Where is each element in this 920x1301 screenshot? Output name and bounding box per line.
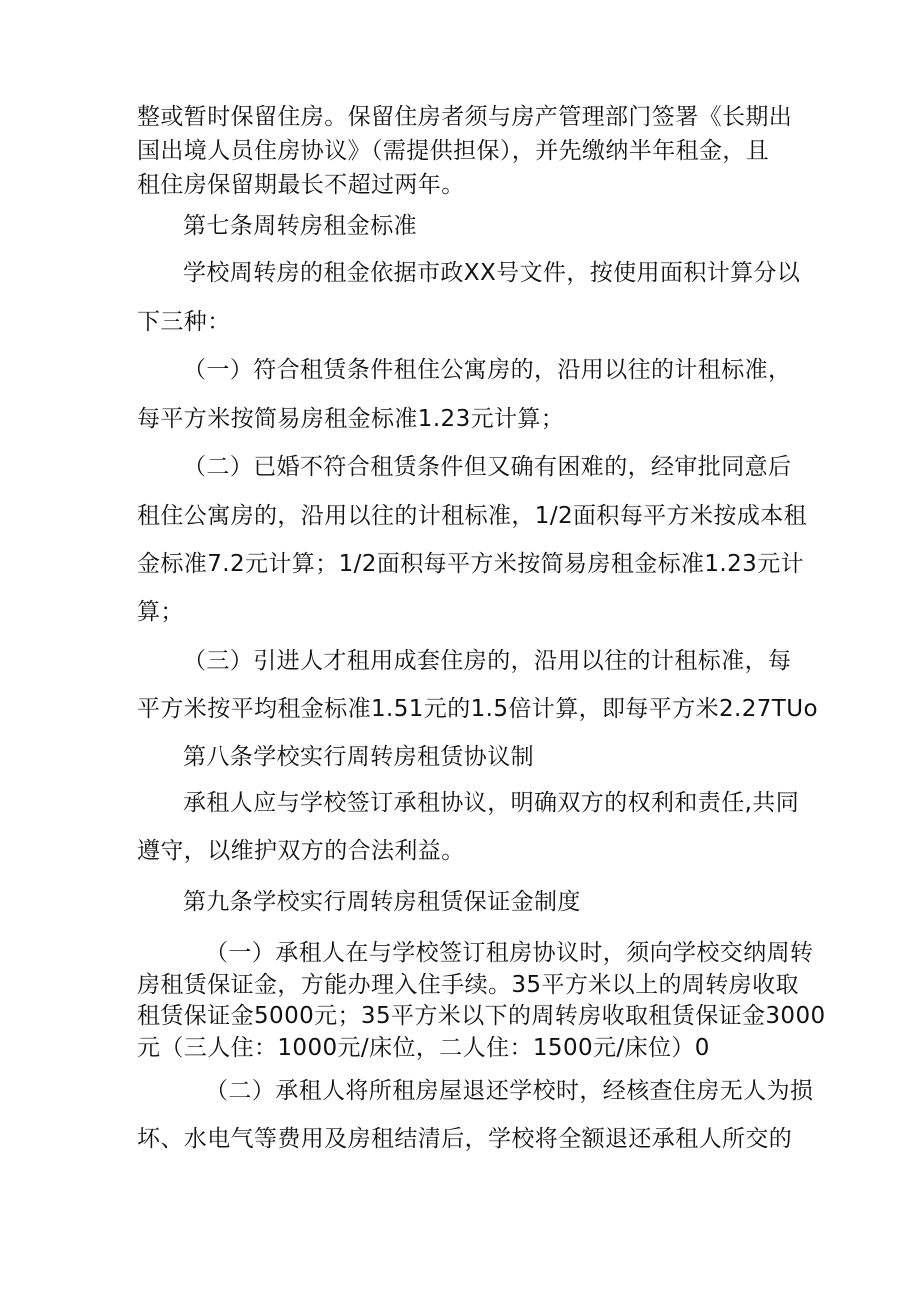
text-line: 整或暂时保留住房。保留住房者须与房产管理部门签署《长期出 <box>137 104 793 130</box>
text-line: 每平方米按简易房租金标准1.23元计算； <box>137 406 565 432</box>
text-line: 遵守，以维护双方的合法利益。 <box>137 838 465 864</box>
text-line: 下三种： <box>137 309 231 335</box>
text-line: （二）承租人将所租房屋退还学校时，经核查住房无人为损 <box>205 1078 814 1104</box>
section-heading: 第八条学校实行周转房租赁协议制 <box>183 744 534 770</box>
text-line: 坏、水电气等费用及房租结清后，学校将全额退还承租人所交的 <box>137 1126 793 1152</box>
text-line: 承租人应与学校签订承租协议，明确双方的权利和责任,共同 <box>183 790 800 816</box>
text-line: 学校周转房的租金依据市政XX号文件，按使用面积计算分以 <box>183 260 801 286</box>
section-heading: 第七条周转房租金标准 <box>183 213 417 239</box>
text-line: 房租赁保证金，方能办理入住手续。35平方米以上的周转房收取 <box>137 972 799 998</box>
text-line: 国出境人员住房协议》（需提供担保），并先缴纳半年租金，且 <box>137 138 770 164</box>
section-heading: 第九条学校实行周转房租赁保证金制度 <box>183 889 581 915</box>
text-line: 平方米按平均租金标准1.51元的1.5倍计算，即每平方米2.27TUo <box>137 696 818 722</box>
text-line: 元（三人住：1000元/床位，二人住：1500元/床位）0 <box>137 1035 710 1061</box>
text-line: （三）引进人才租用成套住房的，沿用以往的计租标准，每 <box>183 648 792 674</box>
text-line: 租赁保证金5000元；35平方米以下的周转房收取租赁保证金3000 <box>137 1003 826 1029</box>
text-line: 租住公寓房的，沿用以往的计租标准，1/2面积每平方米按成本租 <box>137 503 808 529</box>
text-line: 金标准7.2元计算；1/2面积每平方米按简易房租金标准1.23元计 <box>137 551 805 577</box>
text-line: （二）已婚不符合租赁条件但又确有困难的，经审批同意后 <box>183 454 792 480</box>
text-line: 租住房保留期最长不超过两年。 <box>137 172 465 198</box>
text-line: （一）承租人在与学校签订租房协议时，须向学校交纳周转 <box>205 940 814 966</box>
text-line: （一）符合租赁条件租住公寓房的，沿用以往的计租标准， <box>183 357 792 383</box>
text-line: 算； <box>137 599 184 625</box>
